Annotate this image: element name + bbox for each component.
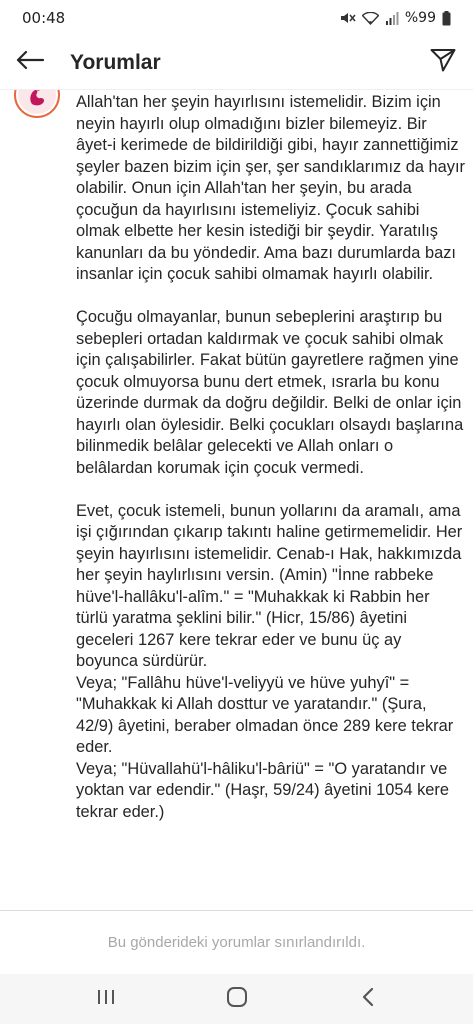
comments-restricted-notice — [0, 910, 473, 974]
avatar[interactable] — [14, 90, 60, 118]
home-icon — [226, 986, 248, 1013]
home-button[interactable] — [207, 979, 267, 1019]
send-icon — [430, 48, 456, 77]
arrow-left-icon — [16, 50, 44, 75]
status-bar — [0, 0, 473, 36]
app-header — [0, 36, 473, 90]
share-button[interactable] — [413, 36, 473, 90]
signal-icon — [385, 12, 399, 25]
comment-content[interactable] — [0, 90, 473, 910]
wifi-icon — [362, 12, 379, 25]
nav-back-button[interactable] — [338, 979, 398, 1019]
profile-avatar — [18, 90, 56, 114]
page-title: Yorumlar — [70, 50, 161, 74]
recents-icon — [96, 988, 116, 1011]
back-chevron-icon — [361, 987, 375, 1012]
battery-icon — [442, 11, 451, 26]
recents-button[interactable] — [76, 979, 136, 1019]
status-icons — [340, 10, 451, 26]
system-nav-bar — [0, 974, 473, 1024]
restricted-text: Bu gönderideki yorumlar sınırlandırıldı. — [107, 934, 366, 951]
back-button[interactable] — [2, 36, 58, 90]
status-time: 00:48 — [22, 9, 66, 27]
battery-text: %99 — [404, 10, 436, 26]
mute-icon — [340, 11, 356, 25]
comment-text: Allah'tan her şeyin hayırlısını istemelidir. Bizim için neyin hayırlı olup olmadığını bizler bilemeyiz. Bir âyet-i kerimede de bildirildiği gibi, hayır zannettiğimiz şeyler bazen bizim için şer, şer sandıklarımız da hayır olabilir. Onun için Allah'tan her şeyin, bu arada çocuğun da hayırlısını istemeliyiz. Çocuk sahibi olmak elbette her kesin istediği bir şeydir. Yaratılış kanunları da bu yöndedir. Ama bazı durumlarda bazı insanlar için çocuk sahibi olmamak hayırlı olabilir. Çocuğu olmayanlar, bunun sebeplerini araştırıp bu sebepleri ortadan kaldırmak ve çocuk sahibi olmak için çalışabilirler. Fakat bütün gayretlere rağmen yine çocuk olmuyorsa bunu dert etmek, ısrarla bu konu üzerinde durmak da doğru değildir. Belki de onlar için hayırlı olan öylesidir. Belki çocukları olsaydı başlarına bilinmedik belâlar gelecekti ve Allah onları o belâlardan korumak için çocuk vermedi. Evet, çocuk istemeli, bunun yollarını da aramalı, ama işi çığırından çıkarıp takıntı haline getirmemelidir. Her şeyin hayırlısını istemelidir. Cenab-ı Hak, hakkımızda her şeyin haylırlısını versin. (Amin) "İnne rabbeke hüve'l-hallâku'l-alîm." = "Muhakkak ki Rabbin her türlü yaratma şeklini bilir." (Hicr, 15/86) âyetini geceleri 1267 kere tekrar eder ve bunu üç ay boyunca sürdürür. Veya; "Fallâhu hüve'l-veliyyü ve hüve yuhyî" = "Muhakkak ki Allah dosttur ve yaratandır." (Şura, 42/9) âyetini, beraber olmadan önce 289 kere tekrar eder. Veya; "Hüvallahü'l-hâliku'l-bâriü" = "O yaratandır ve yoktan var edendir." (Haşr, 59/24) âyetini 1054 kere tekrar eder.) — [76, 93, 465, 821]
